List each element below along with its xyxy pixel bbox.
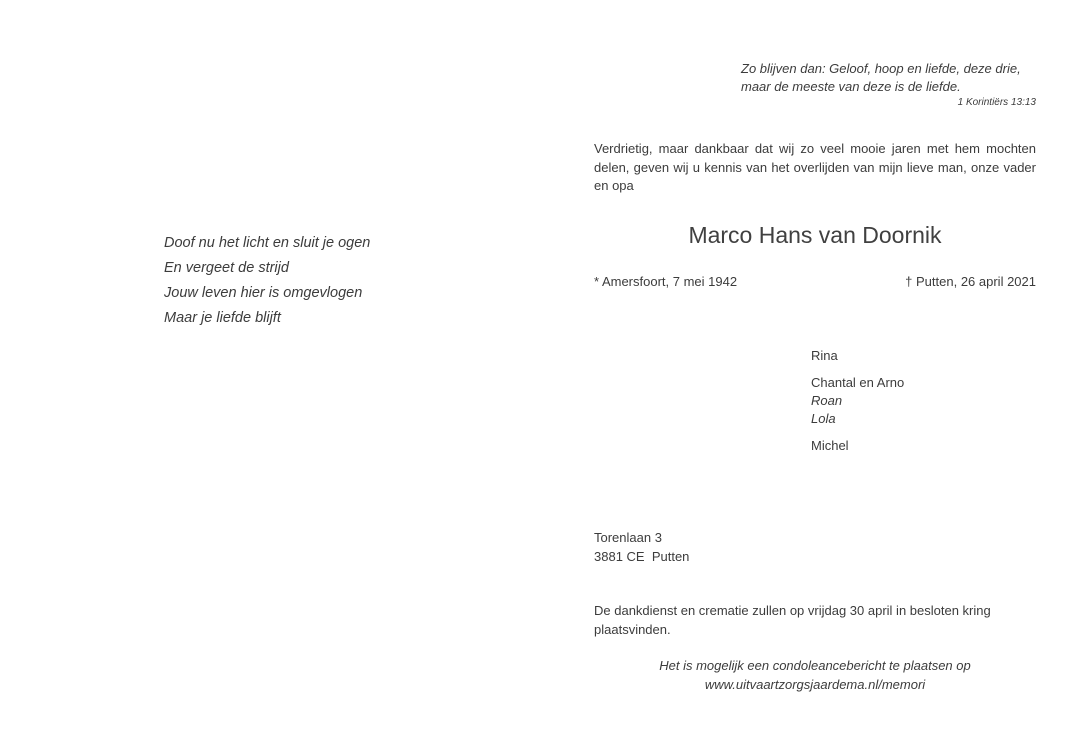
poem-line: Doof nu het licht en sluit je ogen [164, 235, 371, 251]
grandchild-name: Roan [811, 393, 843, 408]
intro-text: Verdrietig, maar dankbaar dat wij zo veel mooie jaren met hem mochten delen, geven wij u kennis van het overlijden van mijn lieve man, onze vader en opa [594, 141, 1036, 193]
child-name: Michel [811, 438, 849, 453]
deceased-name: Marco Hans van Doornik [688, 222, 942, 248]
condolence-line: Het is mogelijk een condoleancebericht te plaatsen op [659, 658, 971, 673]
death-info: † Putten, 26 april 2021 [905, 274, 1036, 289]
bible-verse [700, 60, 1036, 110]
family-list [811, 347, 904, 464]
family-group [811, 437, 904, 455]
service-info: De dankdienst en crematie zullen op vrijdag 30 april in besloten kring plaatsvinden. [594, 603, 991, 637]
address-street: Torenlaan 3 [594, 530, 662, 545]
birth-info: * Amersfoort, 7 mei 1942 [594, 274, 738, 289]
condolence-url: www.uitvaartzorgsjaardema.nl/memori [704, 676, 926, 692]
family-group [811, 347, 904, 365]
child-name: Chantal en Arno [811, 375, 905, 390]
address-postal-city: 3881 CE Putten [594, 548, 690, 564]
spouse-name: Rina [811, 348, 838, 363]
verse-line: maar de meeste van deze is de liefde. [741, 79, 961, 94]
verse-line: Zo blijven dan: Geloof, hoop en liefde, deze drie, [741, 61, 1021, 76]
family-group [811, 374, 904, 428]
verse-reference: 1 Korintiërs 13:13 [957, 97, 1036, 108]
poem-line: En vergeet de strijd [164, 260, 289, 276]
address [594, 529, 689, 566]
poem [164, 231, 484, 331]
condolence-info [594, 657, 1036, 694]
poem-line: Maar je liefde blijft [164, 310, 281, 326]
poem-line: Jouw leven hier is omgevlogen [164, 285, 363, 301]
grandchild-name: Lola [811, 411, 836, 426]
